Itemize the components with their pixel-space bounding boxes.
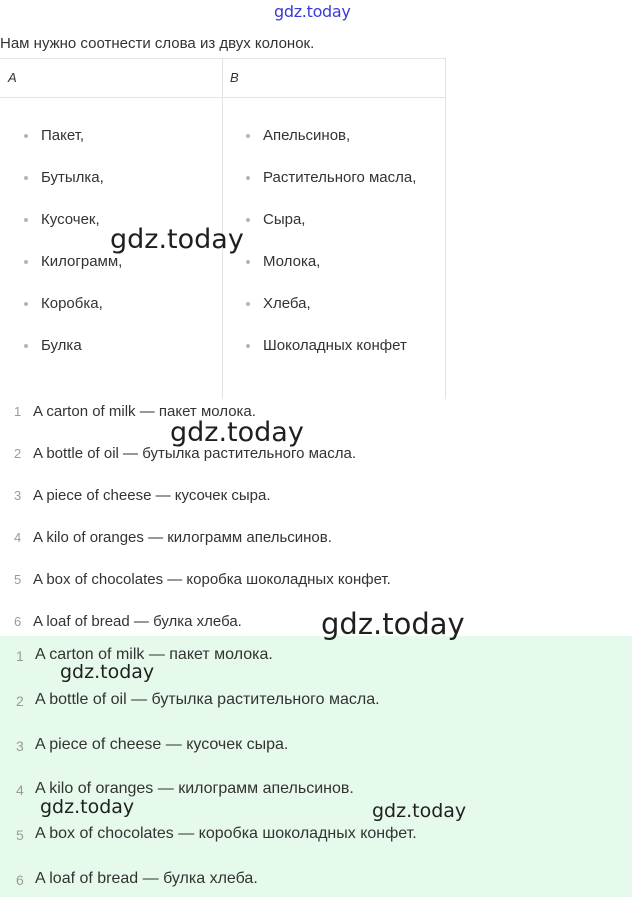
- list-item: Кусочек,: [24, 211, 122, 253]
- watermark: gdz.today: [60, 661, 155, 683]
- list-item: Пакет,: [24, 127, 122, 169]
- column-b-list: [246, 127, 416, 379]
- answer-text: A kilo of oranges — килограмм апельсинов.: [35, 780, 354, 798]
- list-item: Апельсинов,: [246, 127, 416, 169]
- answer-number: 3: [14, 488, 22, 503]
- watermark: gdz.today: [274, 2, 351, 21]
- answer-number: 5: [16, 827, 24, 844]
- answer-text: A box of chocolates — коробка шоколадных конфет.: [35, 825, 417, 843]
- column-a-header: A: [8, 70, 17, 85]
- list-item: Растительного масла,: [246, 169, 416, 211]
- answer-text: A piece of cheese — кусочек сыра.: [35, 735, 289, 753]
- list-item: Хлеба,: [246, 295, 416, 337]
- column-a-list: [24, 127, 122, 379]
- answer-text: A loaf of bread — булка хлеба.: [35, 869, 258, 887]
- watermark: gdz.today: [40, 796, 135, 818]
- list-item: Сыра,: [246, 211, 416, 253]
- answer-text: A carton of milk — пакет молока.: [33, 403, 256, 420]
- answer-number: 4: [14, 530, 22, 545]
- list-item: Коробка,: [24, 295, 122, 337]
- answer-number: 3: [16, 737, 24, 754]
- list-item: Шоколадных конфет: [246, 337, 416, 379]
- answer-text: A box of chocolates — коробка шоколадных конфет.: [33, 571, 391, 588]
- watermark: gdz.today: [110, 224, 244, 255]
- answer-number: 5: [14, 572, 22, 587]
- answer-text: A kilo of oranges — килограмм апельсинов.: [33, 529, 332, 546]
- watermark: gdz.today: [321, 607, 465, 641]
- answer-text: A loaf of bread — булка хлеба.: [33, 613, 242, 630]
- list-item: Молока,: [246, 253, 416, 295]
- intro-text: Нам нужно соотнести слова из двух колонок.: [0, 35, 315, 52]
- answer-number: 6: [16, 871, 24, 888]
- watermark: gdz.today: [372, 800, 467, 822]
- answer-number: 2: [14, 446, 22, 461]
- list-item: Килограмм,: [24, 253, 122, 295]
- answer-number: 1: [16, 648, 24, 664]
- answer-text: A bottle of oil — бутылка растительного масла.: [33, 445, 357, 462]
- answer-text: A carton of milk — пакет молока.: [35, 646, 273, 663]
- answer-number: 1: [14, 404, 22, 419]
- watermark: gdz.today: [170, 417, 304, 448]
- list-item: Бутылка,: [24, 169, 122, 211]
- answer-text: A piece of cheese — кусочек сыра.: [33, 487, 271, 504]
- answer-number: 6: [14, 614, 22, 629]
- column-b-header: B: [230, 70, 239, 85]
- answer-text: A bottle of oil — бутылка растительного масла.: [35, 690, 380, 708]
- answer-number: 4: [16, 782, 24, 799]
- answer-number: 2: [16, 692, 24, 709]
- list-item: Булка: [24, 337, 122, 379]
- header-divider: [0, 97, 445, 98]
